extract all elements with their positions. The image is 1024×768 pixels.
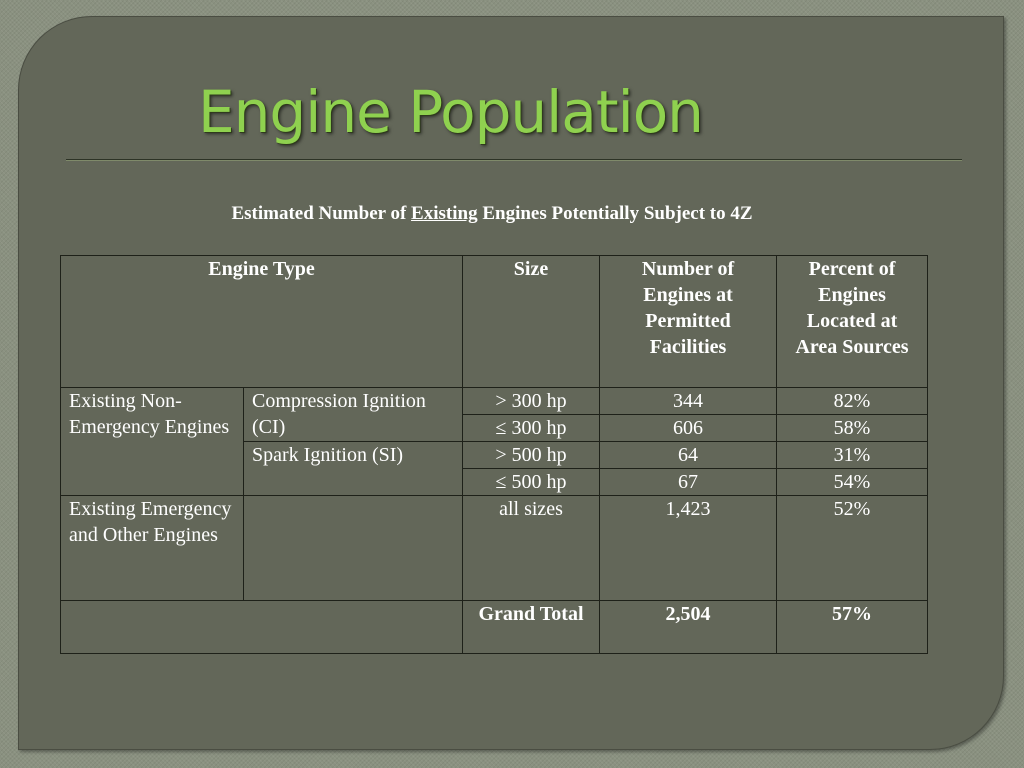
caption-lead: Estimated Number of — [231, 203, 412, 224]
cell-percent: 58% — [777, 415, 928, 442]
cell-number: 344 — [600, 388, 777, 415]
cell-percent: 54% — [777, 469, 928, 496]
cell-number: 1,423 — [600, 496, 777, 601]
engine-population-table — [60, 255, 928, 654]
grand-total-number: 2,504 — [600, 601, 777, 654]
table-caption — [0, 203, 984, 225]
header-number: Number of Engines at Permitted Facilities — [600, 256, 777, 388]
slide-title: Engine Population — [198, 78, 703, 146]
header-row — [61, 256, 928, 388]
empty-cell — [244, 496, 463, 601]
cell-size: ≤ 500 hp — [463, 469, 600, 496]
cell-number: 64 — [600, 442, 777, 469]
cell-number: 606 — [600, 415, 777, 442]
table-row — [61, 496, 928, 601]
group-non-emergency: Existing Non-Emergency Engines — [61, 388, 244, 496]
cell-size: > 500 hp — [463, 442, 600, 469]
cell-size: > 300 hp — [463, 388, 600, 415]
group-ci: Compression Ignition (CI) — [244, 388, 463, 442]
cell-percent: 52% — [777, 496, 928, 601]
cell-size: all sizes — [463, 496, 600, 601]
empty-cell — [61, 601, 463, 654]
caption-underlined: Existing — [411, 203, 478, 224]
group-emergency: Existing Emergency and Other Engines — [61, 496, 244, 601]
table-row — [61, 388, 928, 415]
grand-total-percent: 57% — [777, 601, 928, 654]
grand-total-label: Grand Total — [463, 601, 600, 654]
cell-percent: 82% — [777, 388, 928, 415]
header-percent: Percent of Engines Located at Area Sources — [777, 256, 928, 388]
cell-percent: 31% — [777, 442, 928, 469]
header-engine-type: Engine Type — [61, 256, 463, 388]
caption-tail: Engines Potentially Subject to 4Z — [477, 203, 753, 224]
cell-size: ≤ 300 hp — [463, 415, 600, 442]
total-row — [61, 601, 928, 654]
title-divider — [66, 159, 962, 161]
header-size: Size — [463, 256, 600, 388]
cell-number: 67 — [600, 469, 777, 496]
group-si: Spark Ignition (SI) — [244, 442, 463, 496]
